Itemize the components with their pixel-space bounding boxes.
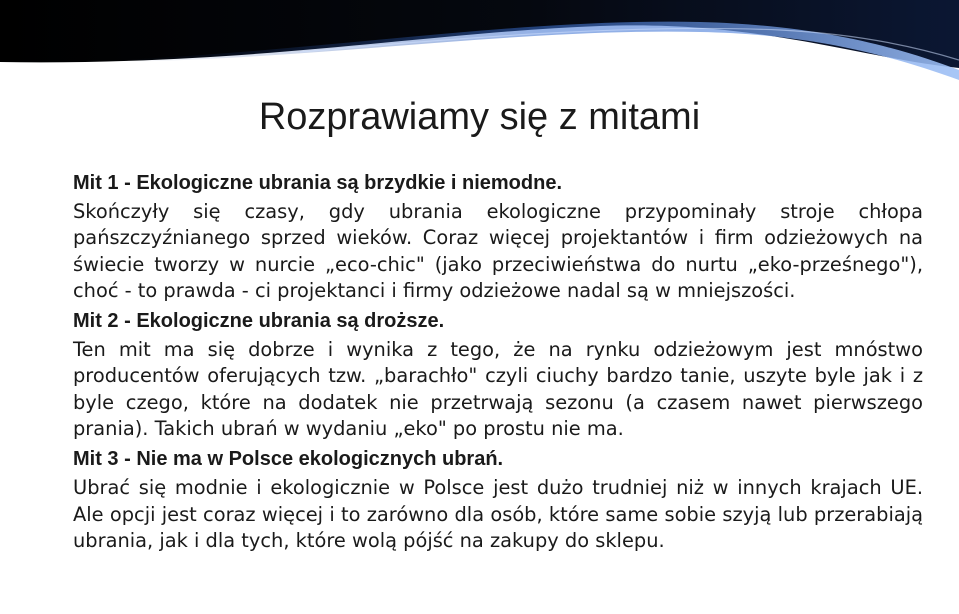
myth-2-heading: Mit 2 - Ekologiczne ubrania są droższe. — [73, 310, 445, 333]
slide-title: Rozprawiamy się z mitami — [258, 96, 701, 138]
myth-1-body: Skończyły się czasy, gdy ubrania ekologiczne przypominały stroje chłopa pańszczyźnianego sprzed wieków. Coraz więcej projektantów i firm odzieżowych na świecie tworzy w nurcie „eco-chic" (jako przeciwieństwa do nurtu „eko-prześnego"), choć - to prawda - ci projektanci i firmy odzieżowe nadal są w mniejszości. — [73, 200, 923, 302]
myths-content — [73, 168, 923, 554]
myth-3-heading: Mit 3 - Nie ma w Polsce ekologicznych ubrań. — [73, 448, 504, 471]
swoosh-graphic — [0, 0, 959, 90]
myth-3-body: Ubrać się modnie i ekologicznie w Polsce jest dużo trudniej niż w innych krajach UE. Ale opcji jest coraz więcej i to zarówno dla osób, które same sobie szyją lub przerabiają ubrania, jak i dla tych, które wolą pójść na zakupy do sklepu. — [73, 476, 923, 552]
myth-1-heading: Mit 1 - Ekologiczne ubrania są brzydkie i niemodne. — [73, 172, 562, 194]
myth-2-body: Ten mit ma się dobrze i wynika z tego, że na rynku odzieżowym jest mnóstwo producentów oferujących tzw. „barachło" czyli ciuchy bardzo tanie, uszyte byle jak i z byle czego, które na dodatek nie przetrwają sezonu (a czasem nawet pierwszego prania). Takich ubrań w wydaniu „eko" po prostu nie ma. — [73, 338, 923, 441]
header-banner — [0, 0, 959, 90]
